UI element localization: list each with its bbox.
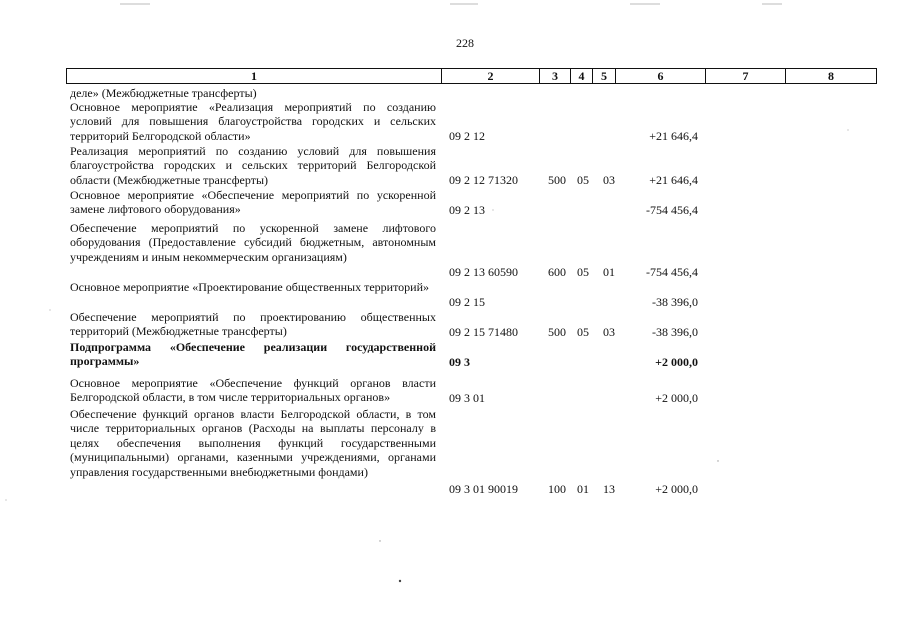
row-code: 09 3 [449, 355, 470, 369]
row-col5: 13 [603, 482, 615, 496]
scan-speck [5, 499, 6, 500]
row-amount: -754 456,4 [646, 203, 698, 217]
row-code: 09 2 12 [449, 129, 485, 143]
row-col4: 05 [577, 265, 589, 279]
row-amount: +21 646,4 [649, 173, 698, 187]
row-description: Обеспечение функций органов власти Белгородской области, в том числе территориальных органов (Расходы на выплаты персоналу в целях обеспечения выполнения функций государственными (муниципальными) органами, казенными учреждениями, органами управления государственными внебюджетными фондами) [70, 407, 436, 479]
column-header-7: 7 [706, 69, 786, 83]
row-amount: -38 396,0 [652, 325, 698, 339]
row-description: Основное мероприятие «Обеспечение функций органов власти Белгородской области, в том числе территориальных органов» [70, 376, 436, 405]
column-header-4: 4 [571, 69, 593, 83]
row-description: деле» (Межбюджетные трансферты) [70, 86, 257, 100]
row-col3: 600 [548, 265, 566, 279]
row-description: Основное мероприятие «Обеспечение мероприятий по ускоренной замене лифтового оборудования» [70, 188, 436, 217]
row-amount: +2 000,0 [655, 391, 698, 405]
scan-speck [379, 540, 380, 541]
row-amount: +2 000,0 [655, 355, 698, 369]
row-code: 09 3 01 90019 [449, 482, 518, 496]
row-code: 09 3 01 [449, 391, 485, 405]
row-description: Реализация мероприятий по созданию условий для повышения благоустройства городских и сельских территорий Белгородской области (Межбюджетные трансферты) [70, 144, 436, 187]
row-col3: 100 [548, 482, 566, 496]
column-header-1: 1 [67, 69, 442, 83]
row-amount: +21 646,4 [649, 129, 698, 143]
row-col5: 03 [603, 173, 615, 187]
row-col5: 01 [603, 265, 615, 279]
column-header-8: 8 [828, 69, 834, 83]
row-col3: 500 [548, 173, 566, 187]
scan-speck [492, 209, 493, 210]
row-code: 09 2 15 [449, 295, 485, 309]
row-amount: -38 396,0 [652, 295, 698, 309]
scan-speck [49, 309, 50, 310]
row-description: Обеспечение мероприятий по ускоренной замене лифтового оборудования (Предоставление субсидий бюджетным, автономным учреждениям и иным некоммерческим организациям) [70, 221, 436, 264]
scan-speck [717, 460, 718, 461]
column-header-6: 6 [616, 69, 706, 83]
column-header-2: 2 [442, 69, 540, 83]
row-code: 09 2 12 71320 [449, 173, 518, 187]
row-code: 09 2 13 [449, 203, 485, 217]
row-amount: -754 456,4 [646, 265, 698, 279]
scan-speck [399, 580, 401, 582]
subprogram-title: Подпрограмма «Обеспечение реализации государственной программы» [70, 340, 436, 369]
page-number: 228 [456, 36, 474, 50]
column-header-5: 5 [593, 69, 616, 83]
row-code: 09 2 13 60590 [449, 265, 518, 279]
table-header [66, 68, 877, 84]
row-col4: 05 [577, 325, 589, 339]
row-col4: 01 [577, 482, 589, 496]
row-col4: 05 [577, 173, 589, 187]
row-col3: 500 [548, 325, 566, 339]
scan-speck [847, 129, 848, 130]
row-code: 09 2 15 71480 [449, 325, 518, 339]
row-col5: 03 [603, 325, 615, 339]
row-description: Основное мероприятие «Проектирование общественных территорий» [70, 280, 430, 294]
row-description: Обеспечение мероприятий по проектированию общественных территорий (Межбюджетные трансферты) [70, 310, 436, 339]
row-description: Основное мероприятие «Реализация мероприятий по созданию условий для повышения благоустройства городских и сельских территорий Белгородской области» [70, 100, 436, 143]
column-header-3: 3 [540, 69, 571, 83]
row-amount: +2 000,0 [655, 482, 698, 496]
